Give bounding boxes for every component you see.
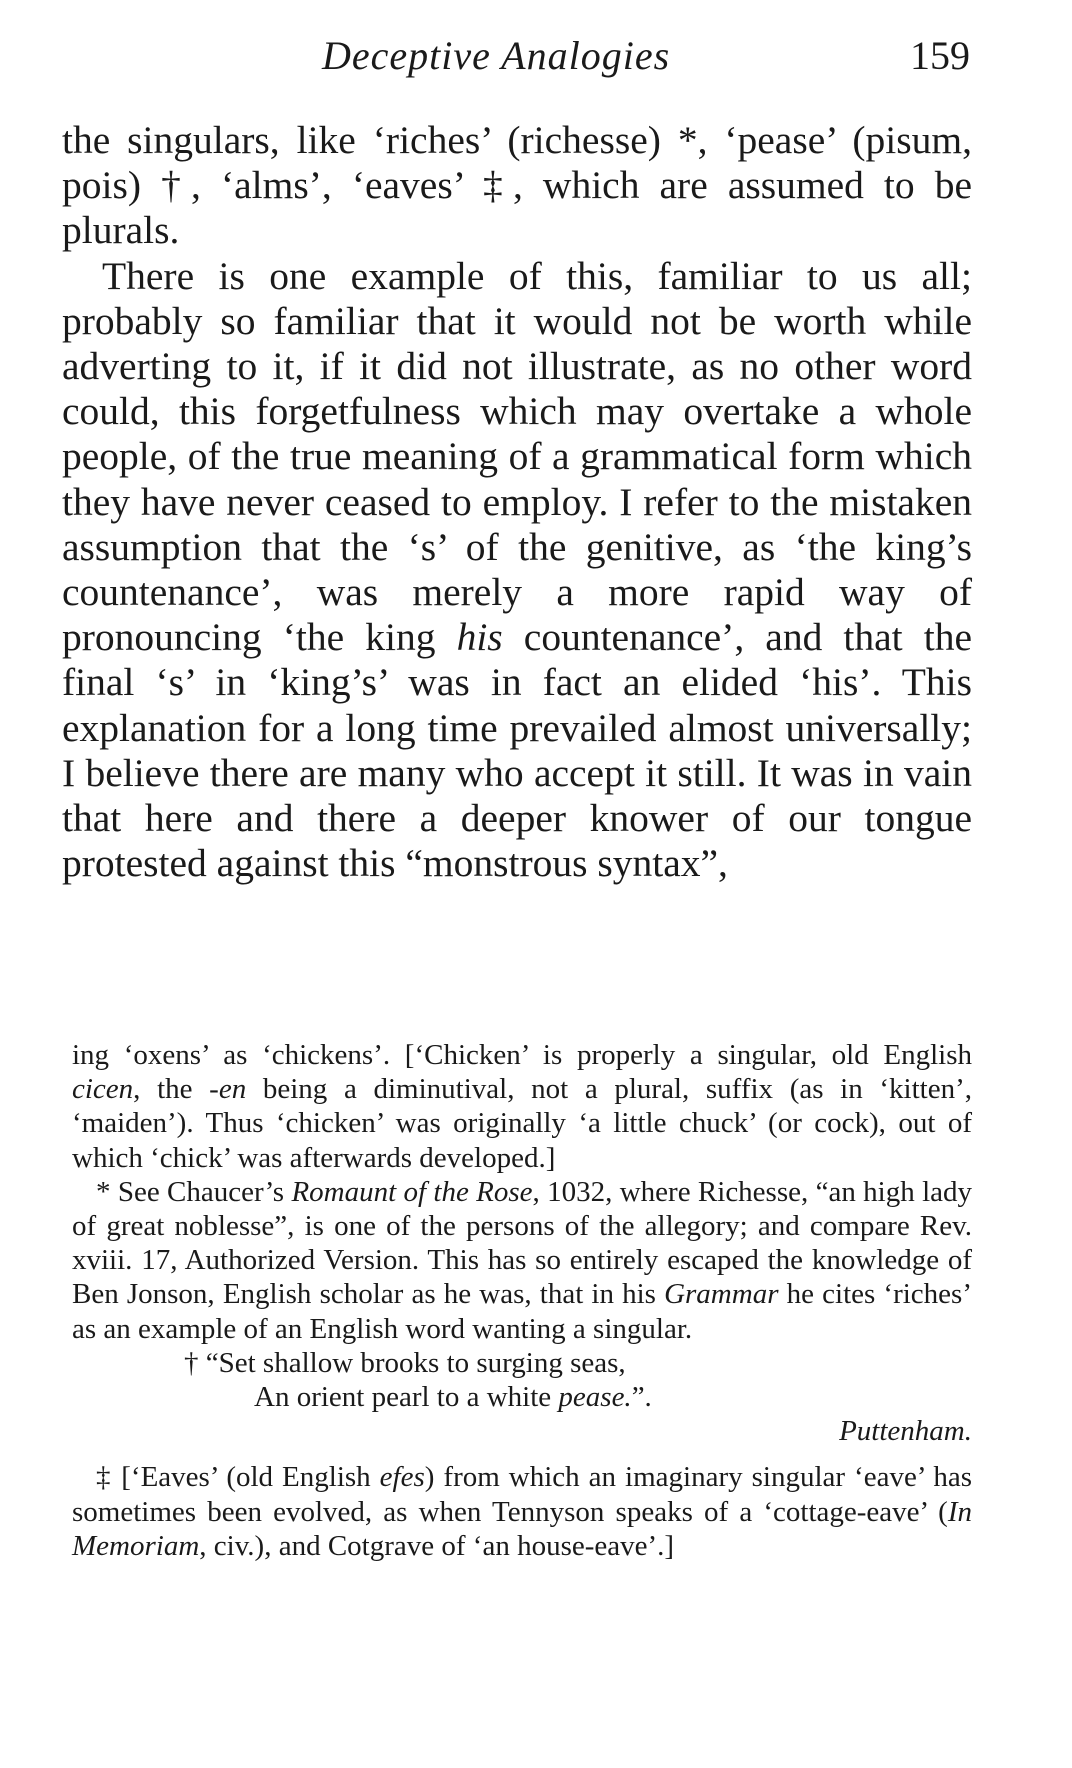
footnote-mark: * xyxy=(96,1175,111,1208)
italic-term: -en xyxy=(209,1073,247,1106)
italic-term: efes xyxy=(379,1461,425,1494)
verse-line-2 xyxy=(72,1380,972,1414)
italic-term: pease. xyxy=(558,1381,632,1414)
footnote-mark: † xyxy=(184,1346,199,1379)
text-run: “Set shallow brooks to surging seas, xyxy=(198,1346,626,1379)
italic-title: In Memoriam xyxy=(72,1495,972,1562)
text-run: ) from which an imaginary singular ‘eave’ has sometimes been evolved, as when Tennyson speaks of a ‘cottage-eave’ ( xyxy=(72,1461,972,1528)
main-text xyxy=(62,118,972,886)
text-run: See Chaucer’s xyxy=(110,1175,292,1208)
italic-term: cicen xyxy=(72,1073,134,1106)
footnote-dagger xyxy=(72,1346,972,1449)
italic-title: Grammar xyxy=(664,1278,779,1311)
paragraph-genitive xyxy=(62,254,972,887)
text-run: ing ‘oxens’ as ‘chickens’. [‘Chicken’ is properly a singular, old English xyxy=(72,1039,972,1071)
footnote-star xyxy=(72,1175,972,1346)
page-number: 159 xyxy=(910,33,970,78)
footnote-ref-star: * xyxy=(677,118,698,162)
footnote-continued xyxy=(72,1038,972,1175)
text-run: countenance’, and that the final ‘s’ in ‘king’s’ was in fact an elided ‘his’. This explanation for a long time prevailed almost universally; I believe there are many who accept it still. It was in vain that here and there a deeper knower of our tongue protested against this “monstrous syntax”, xyxy=(62,615,972,886)
running-title: Deceptive Analogies xyxy=(322,33,671,78)
footnote-mark: ‡ xyxy=(96,1461,113,1494)
text-run: , ‘alms’, ‘eaves’ xyxy=(191,163,484,208)
text-run: ”. xyxy=(631,1381,652,1414)
footnote-double-dagger xyxy=(72,1460,972,1563)
footnote-ref-dagger: † xyxy=(161,163,192,208)
text-run: , which are assumed to be plurals. xyxy=(62,163,973,253)
text-run: An orient pearl to a white xyxy=(254,1381,559,1414)
emphasis-his: his xyxy=(456,615,503,660)
footnote-ref-double-dagger: ‡ xyxy=(483,163,513,208)
verse-line-1 xyxy=(72,1346,972,1380)
text-run: he cites ‘riches’ as an example of an English word wanting a singular. xyxy=(72,1278,972,1345)
text-run: , the xyxy=(133,1073,210,1106)
text-run: , 1032, where Richesse, “an high lady of great noblesse”, is one of the persons of the allegory; and compare Rev. xviii. 17, Authorized Version. This has so entirely escaped the knowledge of Ben Jonson, English scholar as he was, that in his xyxy=(72,1175,973,1311)
text-run: There is one example of this, familiar to us all; probably so familiar that it would not be worth while adverting to it, if it did not illustrate, as no other word could, this forgetfulness which may overtake a whole people, of the true meaning of a grammatical form which they have never ceased to employ. I refer to the mistaken assumption that the ‘s’ of the genitive, as ‘the king’s countenance’, was merely a more rapid way of pronouncing ‘the king xyxy=(62,253,972,660)
paragraph-continued xyxy=(62,118,972,254)
attribution: Puttenham. xyxy=(839,1415,972,1448)
text-run: , civ.), and Cotgrave of ‘an house-eave’.] xyxy=(199,1529,675,1562)
text-run: the singulars, like ‘riches’ (richesse) xyxy=(62,118,678,162)
italic-title: Romaunt of the Rose xyxy=(291,1175,533,1208)
footnotes xyxy=(72,1038,972,1563)
text-run: [‘Eaves’ (old English xyxy=(112,1461,380,1494)
page-header xyxy=(60,28,970,88)
text-run: being a diminutival, not a plural, suffix (as in ‘kitten’, ‘maiden’). Thus ‘chicken’ was originally ‘a little chuck’ (or cock), out of which ‘chick’ was afterwards developed.] xyxy=(72,1073,972,1174)
text-run: , ‘pease’ (pisum, pois) xyxy=(62,118,972,208)
